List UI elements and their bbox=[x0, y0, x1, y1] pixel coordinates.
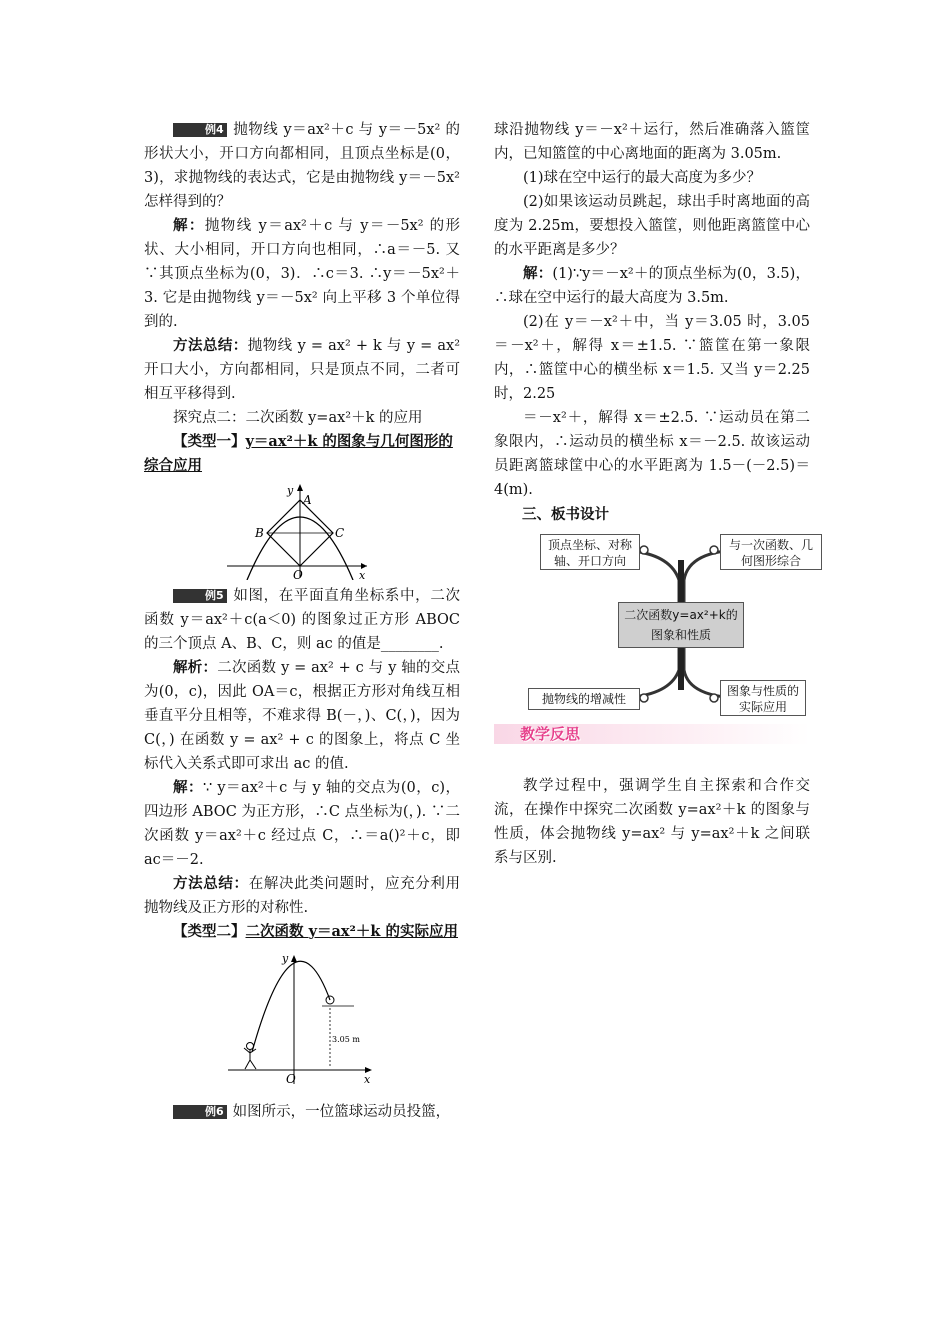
solution-label: 解： bbox=[523, 265, 553, 282]
analysis-5 bbox=[144, 656, 460, 776]
type-1-title: y＝ax²＋k 的图象与几何图形的综合应用 bbox=[144, 433, 453, 474]
type-2-title-c: 的实际应用 bbox=[380, 923, 458, 940]
solution-4 bbox=[144, 214, 460, 334]
question-2: (2)如果该运动员跳起，球出手时离地面的高度为 2.25m，要想投入篮筐，则他距离篮筐中心的水平距离是多少？ bbox=[494, 194, 810, 258]
label-o: O bbox=[293, 568, 303, 580]
example-6-continued: 球沿抛物线 y＝－x²＋运行，然后准确落入篮筐内，已知篮筐的中心离地面的距离为 3.05m. bbox=[494, 122, 810, 162]
mindmap-node-center: 二次函数y=ax²+k的图象和性质 bbox=[618, 602, 744, 648]
example-4-text: 抛物线 y＝ax²＋c 与 y＝－5x² 的形状大小，开口方向都相同，且顶点坐标是(0，3)，求抛物线的表达式，它是由抛物线 y＝－5x² 怎样得到的？ bbox=[144, 122, 460, 210]
example-6-text: 如图所示，一位篮球运动员投篮， bbox=[232, 1104, 451, 1120]
label-x: x bbox=[359, 569, 366, 580]
method-label: 方法总结： bbox=[173, 337, 248, 354]
type-2-label: 【类型二】 bbox=[173, 923, 246, 940]
type-2-title-a: 二次函数 bbox=[245, 923, 309, 940]
solution-label: 解： bbox=[173, 779, 204, 796]
mindmap-node-bottom-left: 抛物线的增减性 bbox=[528, 688, 640, 710]
label-c: C bbox=[335, 526, 345, 540]
mindmap-node-bottom-right: 图象与性质的实际应用 bbox=[720, 680, 806, 716]
mindmap-node-top-left: 顶点坐标、对称轴、开口方向 bbox=[540, 534, 640, 570]
example-badge: 例4 bbox=[173, 123, 227, 137]
method-summary-1 bbox=[144, 334, 460, 406]
method-summary-1-text: 抛物线 y = ax² + k 与 y = ax² 开口大小，方向都相同，只是顶点不同，二者可相互平移得到. bbox=[144, 338, 461, 402]
teaching-reflection-banner bbox=[494, 724, 810, 744]
example-4 bbox=[144, 118, 460, 214]
example-5-text: 如图，在平面直角坐标系中，二次函数 y＝ax²＋c(a＜0) 的图象过正方形 ABOC 的三个顶点 A、B、C，则 ac 的值是________. bbox=[144, 588, 460, 652]
mindmap bbox=[494, 530, 813, 718]
section-3-title: 三、板书设计 bbox=[522, 507, 609, 523]
type-2-heading bbox=[144, 920, 460, 944]
label-y: y bbox=[287, 484, 294, 497]
solution-6-text1: (1)∵y＝－x²＋的顶点坐标为(0，3.5)，∴球在空中运行的最大高度为 3.5m. bbox=[494, 266, 811, 306]
type-2-title-b: y＝ax²＋k bbox=[308, 923, 381, 940]
solution-4-text: 抛物线 y＝ax²＋c 与 y＝－5x² 的形状、大小相同，开口方向也相同，∴a＝－5. 又∵其顶点坐标为(0，3)．∴c＝3. ∴y＝－5x²＋3. 它是由抛物线 y＝－5x² 向上平移 3 个单位得到的. bbox=[144, 218, 461, 330]
example-5 bbox=[144, 584, 460, 656]
parabola-square-figure bbox=[227, 482, 377, 580]
analysis-label: 解析： bbox=[173, 659, 218, 676]
right-column bbox=[494, 118, 813, 870]
left-column bbox=[144, 118, 460, 1124]
label-b: B bbox=[255, 526, 264, 540]
method-summary-2-text: 在解决此类问题时，应充分利用抛物线及正方形的对称性. bbox=[144, 876, 461, 916]
type-1-heading bbox=[144, 430, 460, 478]
height-label: 3.05 m bbox=[332, 1035, 360, 1044]
mindmap-node-top-right: 与一次函数、几何图形综合 bbox=[720, 534, 822, 570]
teaching-reflection-title: 教学反思 bbox=[520, 725, 581, 743]
method-summary-2 bbox=[144, 872, 460, 920]
solution-5-text: ∵ y＝ax²＋c 与 y 轴的交点为(0，c)，四边形 ABOC 为正方形，∴C 点坐标为(，). ∵二次函数 y＝ax²＋c 经过点 C，∴＝a()²＋c，即 ac＝－2. bbox=[144, 780, 461, 868]
solution-label: 解： bbox=[173, 217, 205, 234]
label-o: O bbox=[286, 1072, 296, 1086]
type-1-label: 【类型一】 bbox=[173, 433, 246, 450]
teaching-reflection-text: 教学过程中，强调学生自主探索和合作交流，在操作中探究二次函数 y=ax²＋k 的图象与性质，体会抛物线 y=ax² 与 y=ax²＋k 之间联系与区别. bbox=[494, 778, 810, 866]
analysis-5-text: 二次函数 y = ax² + c 与 y 轴的交点为(0，c)，因此 OA＝c，根据正方形对角线互相垂直平分且相等，不难求得 B(－，)、C(，)，因为 C(，) 在函数 y = ax² + c 的图象上，将点 C 坐标代入关系式即可求出 ac 的值. bbox=[144, 660, 461, 772]
label-x: x bbox=[364, 1073, 371, 1086]
example-badge: 例5 bbox=[173, 589, 227, 603]
solution-5 bbox=[144, 776, 460, 872]
question-1: (1)球在空中运行的最大高度为多少？ bbox=[523, 170, 762, 186]
example-badge: 例6 bbox=[173, 1105, 227, 1119]
label-y: y bbox=[282, 952, 289, 965]
label-a: A bbox=[303, 493, 312, 507]
example-6 bbox=[144, 1100, 460, 1124]
basketball-figure bbox=[222, 952, 382, 1086]
solution-6-part2: (2)在 y＝－x²＋中，当 y＝3.05 时，3.05＝－x²＋，解得 x＝±1.5. ∵篮筐在第一象限内，∴篮筐中心的横坐标 x＝1.5. 又当 y＝2.25 时，2.25 bbox=[494, 314, 810, 402]
method-label: 方法总结： bbox=[173, 875, 249, 892]
explore-point-2: 探究点二：二次函数 y=ax²＋k 的应用 bbox=[173, 410, 423, 426]
solution-6-part1 bbox=[494, 262, 810, 310]
solution-6-part3: ＝－x²＋，解得 x＝±2.5. ∵运动员在第二象限内，∴运动员的横坐标 x＝－2.5. 故该运动员距离篮球筐中心的水平距离为 1.5－(－2.5)＝4(m). bbox=[494, 410, 810, 498]
